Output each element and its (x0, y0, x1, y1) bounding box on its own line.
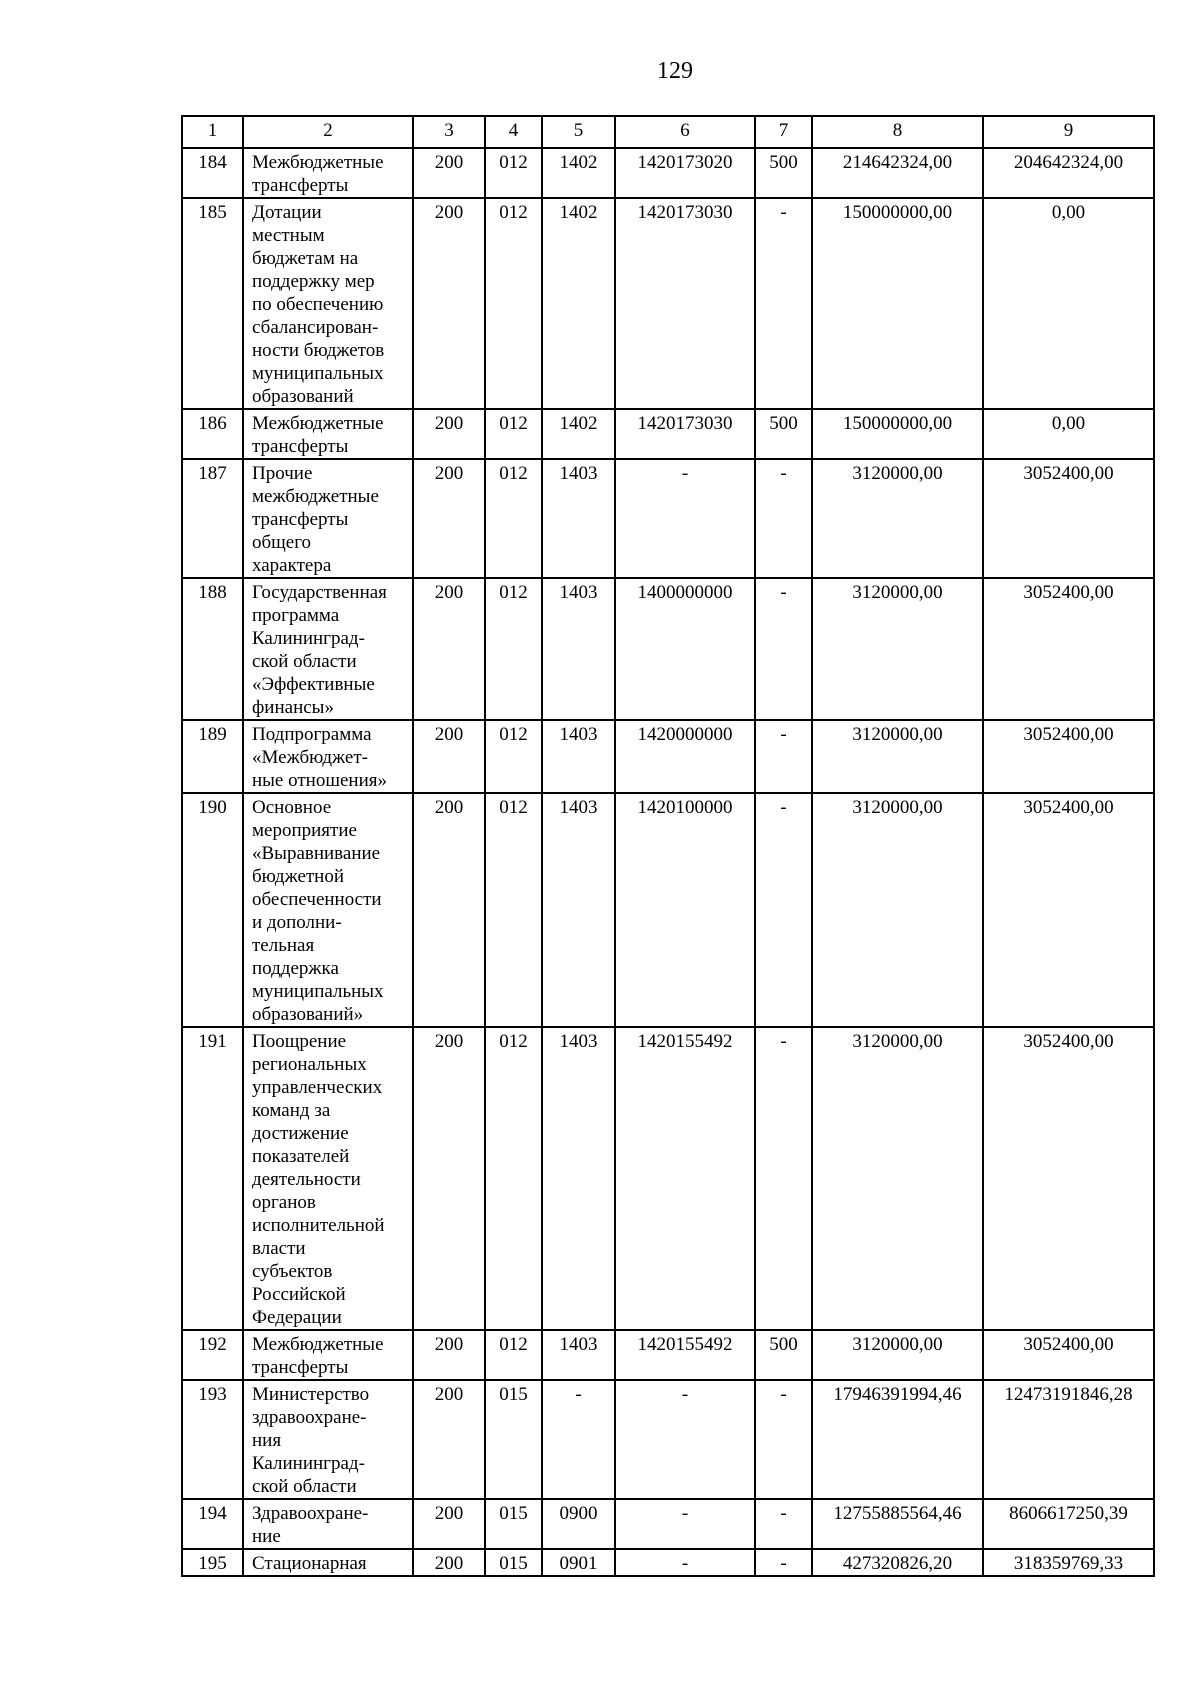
row-name (243, 793, 413, 1027)
row-name-line: трансферты (252, 175, 349, 196)
row-name (243, 578, 413, 720)
col7-value: - (755, 459, 812, 578)
row-name-line: поддержка (252, 958, 339, 979)
row-name-line: общего (252, 532, 312, 553)
col8-value: 12755885564,46 (812, 1499, 983, 1549)
row-name-line: показателей (252, 1146, 350, 1167)
col8-value: 150000000,00 (812, 409, 983, 459)
row-name-line: «Межбюджет- (252, 747, 368, 768)
col3-value: 200 (413, 720, 485, 793)
col8-value: 3120000,00 (812, 793, 983, 1027)
col5-value: 1403 (542, 578, 615, 720)
table-header-row (182, 116, 1154, 148)
col7-value: - (755, 720, 812, 793)
col5-value: 1403 (542, 1027, 615, 1330)
col8-value: 3120000,00 (812, 1027, 983, 1330)
row-name-line: ности бюджетов (252, 340, 385, 361)
row-name-line: Российской (252, 1284, 346, 1305)
table-row (182, 1330, 1154, 1380)
row-number: 191 (182, 1027, 243, 1330)
col9-value: 204642324,00 (983, 148, 1154, 198)
col8-value: 17946391994,46 (812, 1380, 983, 1499)
col8-value: 427320826,20 (812, 1549, 983, 1576)
col6-value: - (615, 1549, 755, 1576)
col7-value: - (755, 793, 812, 1027)
row-name-line: сбалансирован- (252, 317, 379, 338)
row-name-line: ния (252, 1430, 282, 1451)
col9-value: 3052400,00 (983, 1330, 1154, 1380)
column-header: 8 (812, 116, 983, 148)
col9-value: 0,00 (983, 409, 1154, 459)
row-name-line: Межбюджетные (252, 413, 384, 434)
row-name-line: Межбюджетные (252, 1334, 384, 1355)
row-name-line: достижение (252, 1123, 349, 1144)
row-name-line: управленческих (252, 1077, 383, 1098)
row-name-line: межбюджетные (252, 486, 379, 507)
row-name-line: Государственная (252, 582, 387, 603)
col8-value: 150000000,00 (812, 198, 983, 409)
col9-value: 3052400,00 (983, 793, 1154, 1027)
row-name-line: трансферты (252, 436, 349, 457)
row-name-line: Здравоохране- (252, 1503, 369, 1524)
col8-value: 3120000,00 (812, 459, 983, 578)
col7-value: - (755, 1549, 812, 1576)
col9-value: 8606617250,39 (983, 1499, 1154, 1549)
row-number: 186 (182, 409, 243, 459)
table-row (182, 198, 1154, 409)
col4-value: 012 (485, 1330, 542, 1380)
row-number: 188 (182, 578, 243, 720)
row-name-line: «Эффективные (252, 674, 375, 695)
col5-value: 0900 (542, 1499, 615, 1549)
col4-value: 012 (485, 720, 542, 793)
row-name (243, 459, 413, 578)
row-name (243, 198, 413, 409)
col3-value: 200 (413, 409, 485, 459)
row-name-line: деятельности (252, 1169, 361, 1190)
row-name-line: характера (252, 555, 332, 576)
row-number: 189 (182, 720, 243, 793)
row-name-line: Межбюджетные (252, 152, 384, 173)
col4-value: 012 (485, 148, 542, 198)
page-number: 129 (657, 58, 693, 84)
scan-artifact (555, 1688, 605, 1696)
row-name-line: «Выравнивание (252, 843, 381, 864)
col6-value: 1420155492 (615, 1027, 755, 1330)
table-row (182, 793, 1154, 1027)
col6-value: - (615, 1380, 755, 1499)
row-name-line: образований (252, 386, 354, 407)
row-name-line: здравоохране- (252, 1407, 367, 1428)
row-name (243, 1549, 413, 1576)
col3-value: 200 (413, 148, 485, 198)
row-name-line: ской области (252, 651, 357, 672)
row-name-line: ние (252, 1526, 281, 1547)
col5-value: 1403 (542, 459, 615, 578)
table-row (182, 1499, 1154, 1549)
row-name (243, 1499, 413, 1549)
row-name-line: Дотации (252, 202, 322, 223)
table-row (182, 1549, 1154, 1576)
col3-value: 200 (413, 793, 485, 1027)
col7-value: - (755, 1027, 812, 1330)
col6-value: - (615, 459, 755, 578)
col4-value: 015 (485, 1549, 542, 1576)
row-name-line: Подпрограмма (252, 724, 372, 745)
col8-value: 3120000,00 (812, 1330, 983, 1380)
col9-value: 3052400,00 (983, 459, 1154, 578)
row-name-line: Калининград- (252, 1453, 365, 1474)
col9-value: 12473191846,28 (983, 1380, 1154, 1499)
col8-value: 3120000,00 (812, 720, 983, 793)
row-name (243, 148, 413, 198)
col6-value: 1400000000 (615, 578, 755, 720)
column-header: 1 (182, 116, 243, 148)
col7-value: - (755, 198, 812, 409)
column-header: 2 (243, 116, 413, 148)
column-header: 6 (615, 116, 755, 148)
budget-table (181, 115, 1155, 1577)
col9-value: 0,00 (983, 198, 1154, 409)
col6-value: 1420000000 (615, 720, 755, 793)
table-row (182, 720, 1154, 793)
col7-value: - (755, 578, 812, 720)
row-name-line: тельная (252, 935, 315, 956)
col6-value: 1420173020 (615, 148, 755, 198)
row-name-line: трансферты (252, 1357, 349, 1378)
column-header: 5 (542, 116, 615, 148)
col3-value: 200 (413, 1027, 485, 1330)
table-row (182, 1027, 1154, 1330)
col3-value: 200 (413, 1499, 485, 1549)
col6-value: - (615, 1499, 755, 1549)
row-name-line: обеспеченности (252, 889, 382, 910)
row-number: 187 (182, 459, 243, 578)
row-name (243, 1380, 413, 1499)
col7-value: 500 (755, 409, 812, 459)
row-name (243, 409, 413, 459)
row-name-line: ные отношения» (252, 770, 387, 791)
col7-value: 500 (755, 1330, 812, 1380)
row-name-line: ской области (252, 1476, 357, 1497)
col5-value: 1403 (542, 720, 615, 793)
row-name-line: команд за (252, 1100, 331, 1121)
row-name-line: бюджетной (252, 866, 345, 887)
table-row (182, 459, 1154, 578)
row-name-line: поддержку мер (252, 271, 375, 292)
col9-value: 3052400,00 (983, 578, 1154, 720)
row-name-line: финансы» (252, 697, 334, 718)
row-name-line: трансферты (252, 509, 349, 530)
col5-value: 1403 (542, 793, 615, 1027)
table-row (182, 578, 1154, 720)
col5-value: 1402 (542, 148, 615, 198)
col6-value: 1420173030 (615, 198, 755, 409)
col9-value: 3052400,00 (983, 720, 1154, 793)
col6-value: 1420100000 (615, 793, 755, 1027)
row-name-line: мероприятие (252, 820, 357, 841)
row-name-line: Поощрение (252, 1031, 347, 1052)
row-number: 192 (182, 1330, 243, 1380)
row-name-line: по обеспечению (252, 294, 384, 315)
col4-value: 015 (485, 1499, 542, 1549)
column-header: 3 (413, 116, 485, 148)
col4-value: 015 (485, 1380, 542, 1499)
row-name-line: исполнительной (252, 1215, 385, 1236)
col4-value: 012 (485, 578, 542, 720)
row-name (243, 1027, 413, 1330)
col3-value: 200 (413, 1380, 485, 1499)
col5-value: 1402 (542, 409, 615, 459)
row-name-line: Стационарная (252, 1553, 367, 1574)
column-header: 7 (755, 116, 812, 148)
row-number: 185 (182, 198, 243, 409)
column-header: 4 (485, 116, 542, 148)
col9-value: 318359769,33 (983, 1549, 1154, 1576)
col7-value: - (755, 1380, 812, 1499)
col7-value: 500 (755, 148, 812, 198)
row-name-line: и дополни- (252, 912, 342, 933)
row-name-line: власти (252, 1238, 306, 1259)
row-name-line: муниципальных (252, 981, 384, 1002)
col4-value: 012 (485, 409, 542, 459)
row-name-line: программа (252, 605, 340, 626)
col3-value: 200 (413, 1549, 485, 1576)
row-number: 184 (182, 148, 243, 198)
col8-value: 3120000,00 (812, 578, 983, 720)
table-row (182, 1380, 1154, 1499)
row-name-line: муниципальных (252, 363, 384, 384)
col7-value: - (755, 1499, 812, 1549)
table-row (182, 409, 1154, 459)
row-number: 190 (182, 793, 243, 1027)
row-name (243, 720, 413, 793)
table-row (182, 148, 1154, 198)
row-number: 194 (182, 1499, 243, 1549)
row-name-line: образований» (252, 1004, 364, 1025)
row-name-line: субъектов (252, 1261, 333, 1282)
row-number: 195 (182, 1549, 243, 1576)
col4-value: 012 (485, 1027, 542, 1330)
row-name-line: Министерство (252, 1384, 370, 1405)
col5-value: 0901 (542, 1549, 615, 1576)
col3-value: 200 (413, 459, 485, 578)
col8-value: 214642324,00 (812, 148, 983, 198)
col5-value: 1403 (542, 1330, 615, 1380)
col3-value: 200 (413, 1330, 485, 1380)
row-name-line: Прочие (252, 463, 313, 484)
col5-value: 1402 (542, 198, 615, 409)
row-name-line: Федерации (252, 1307, 342, 1328)
row-name (243, 1330, 413, 1380)
row-name-line: местным (252, 225, 325, 246)
row-name-line: Калининград- (252, 628, 365, 649)
col4-value: 012 (485, 459, 542, 578)
col3-value: 200 (413, 578, 485, 720)
column-header: 9 (983, 116, 1154, 148)
row-name-line: Основное (252, 797, 332, 818)
col9-value: 3052400,00 (983, 1027, 1154, 1330)
col6-value: 1420173030 (615, 409, 755, 459)
row-name-line: региональных (252, 1054, 367, 1075)
col4-value: 012 (485, 198, 542, 409)
row-number: 193 (182, 1380, 243, 1499)
col4-value: 012 (485, 793, 542, 1027)
col3-value: 200 (413, 198, 485, 409)
row-name-line: бюджетам на (252, 248, 359, 269)
row-name-line: органов (252, 1192, 316, 1213)
col5-value: - (542, 1380, 615, 1499)
col6-value: 1420155492 (615, 1330, 755, 1380)
